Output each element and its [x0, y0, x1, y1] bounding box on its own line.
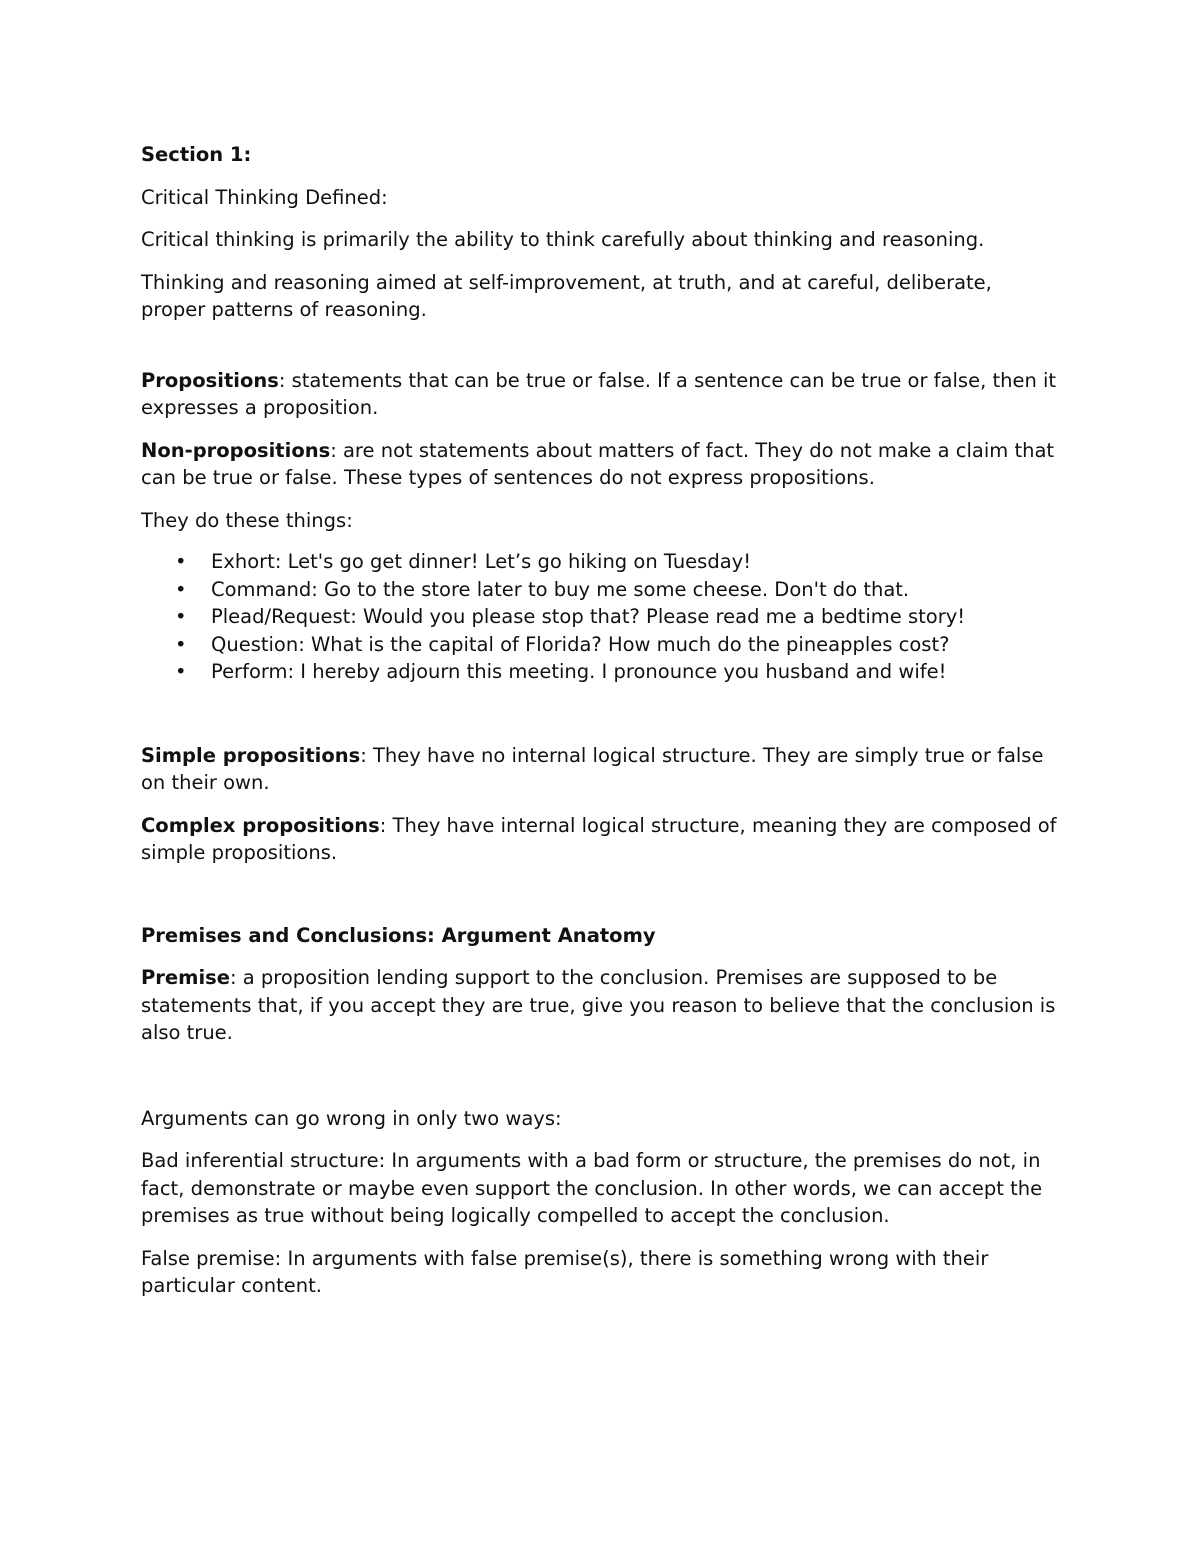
list-item-text: Question: What is the capital of Florida? How much do the pineapples cost? [211, 632, 950, 656]
list-item-text: Exhort: Let's go get dinner! Let’s go hiking on Tuesday! [211, 550, 752, 573]
list-item [141, 631, 1061, 659]
bullet-icon: • [175, 632, 187, 656]
propositions-term: Propositions [141, 368, 279, 392]
bullet-icon: • [175, 550, 187, 573]
list-item-text: Command: Go to the store later to buy me some cheese. Don't do that. [211, 577, 910, 601]
list-item [141, 603, 1061, 631]
they-do-these-things: They do these things: [141, 508, 353, 532]
bad-inferential-structure: Bad inferential structure: In arguments with a bad form or structure, the premises do not, in fact, demonstrate or maybe even support the conclusion. In other words, we can accept the premises as true without being logically compelled to accept the conclusion. [141, 1149, 1043, 1227]
critical-thinking-heading: Critical Thinking Defined: [141, 185, 388, 209]
non-propositions-term: Non-propositions [141, 438, 331, 462]
complex-propositions-text: : They have internal logical structure, meaning they are composed of simple propositions. [141, 813, 1057, 864]
non-propositions-text: : are not statements about matters of fact. They do not make a claim that can be true or false. These types of sentences do not express propositions. [141, 438, 1055, 489]
blank-line [141, 882, 1061, 922]
premise-definition [141, 964, 1061, 1047]
non-proposition-types-list [141, 548, 1061, 686]
non-propositions-definition [141, 437, 1061, 492]
list-item [141, 548, 1061, 576]
critical-thinking-paragraph-2: Thinking and reasoning aimed at self-improvement, at truth, and at careful, deliberate, proper patterns of reasoning. [141, 270, 992, 321]
blank-line [141, 1062, 1061, 1105]
simple-propositions-definition [141, 742, 1061, 797]
simple-propositions-term: Simple propositions [141, 743, 361, 767]
simple-propositions-text: : They have no internal logical structure. They are simply true or false on their own. [141, 743, 1044, 794]
complex-propositions-term: Complex propositions [141, 813, 380, 837]
false-premise: False premise: In arguments with false premise(s), there is something wrong with their particular content. [141, 1246, 989, 1297]
list-item-text: Plead/Request: Would you please stop that? Please read me a bedtime story! [211, 605, 966, 628]
blank-line [141, 686, 1061, 742]
bullet-icon: • [175, 605, 187, 628]
critical-thinking-paragraph-1: Critical thinking is primarily the ability to think carefully about thinking and reasoning. [141, 228, 985, 251]
list-item [141, 658, 1061, 686]
list-item [141, 576, 1061, 604]
premise-term: Premise [141, 966, 230, 989]
complex-propositions-definition [141, 812, 1061, 867]
document-page [141, 141, 1061, 1315]
premises-heading: Premises and Conclusions: Argument Anatomy [141, 923, 656, 947]
premise-text: : a proposition lending support to the conclusion. Premises are supposed to be statements that, if you accept they are true, give you reason to believe that the conclusion is also true. [141, 966, 1056, 1044]
bullet-icon: • [175, 660, 187, 683]
arguments-wrong-intro: Arguments can go wrong in only two ways: [141, 1106, 562, 1130]
list-item-text: Perform: I hereby adjourn this meeting. I pronounce you husband and wife! [211, 660, 947, 683]
blank-line [141, 339, 1061, 367]
section-title: Section 1: [141, 143, 252, 166]
bullet-icon: • [175, 577, 187, 601]
propositions-text: : statements that can be true or false. If a sentence can be true or false, then it expresses a proposition. [141, 368, 1057, 419]
propositions-definition [141, 367, 1061, 422]
